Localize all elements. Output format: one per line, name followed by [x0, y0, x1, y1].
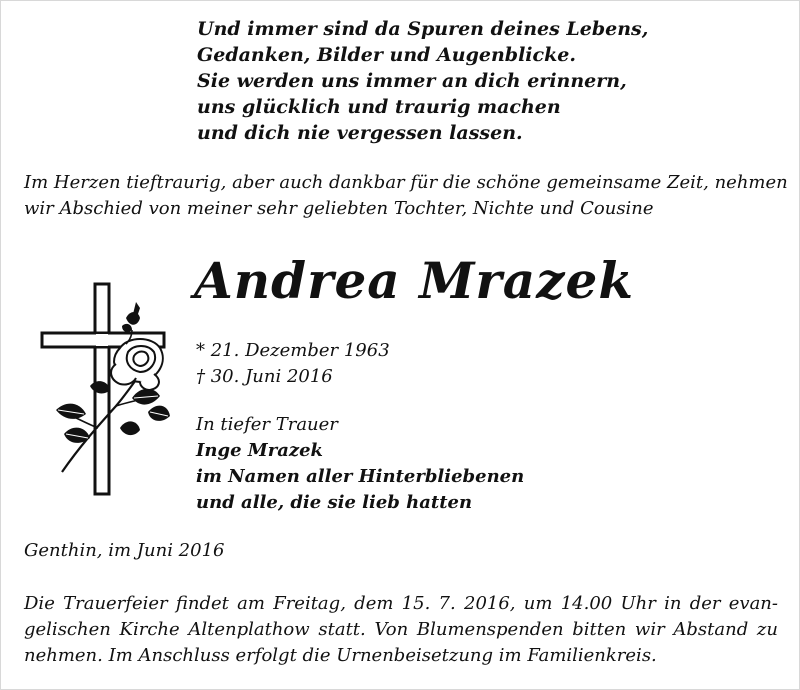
funeral-notice: [24, 591, 778, 669]
notice-line: gelischen Kirche Altenplathow statt. Von Blumenspenden bitten wir Abstand zu: [24, 619, 778, 640]
mourner-line: Inge Mrazek: [196, 440, 324, 461]
death-date: † 30. Juni 2016: [196, 366, 333, 387]
life-dates: [196, 338, 496, 390]
notice-line: Die Trauerfeier findet am Freitag, dem 15. 7. 2016, um 14.00 Uhr in der evan-: [24, 593, 778, 614]
mourners-block: [196, 412, 616, 516]
mourning-heading: In tiefer Trauer: [196, 414, 338, 435]
birth-date: * 21. Dezember 1963: [196, 340, 390, 361]
intro-line: wir Abschied von meiner sehr geliebten Tochter, Nichte und Cousine: [24, 198, 654, 219]
intro-line: Im Herzen tieftraurig, aber auch dankbar für die schöne gemeinsame Zeit, nehmen: [24, 172, 788, 193]
mourner-line: und alle, die sie lieb hatten: [196, 492, 473, 513]
farewell-intro: [24, 170, 788, 222]
mourner-line: im Namen aller Hinterbliebenen: [196, 466, 525, 487]
place-and-date: Genthin, im Juni 2016: [24, 540, 225, 561]
deceased-name: Andrea Mrazek: [194, 251, 635, 310]
poem-line: Sie werden uns immer an dich erinnern,: [197, 70, 627, 92]
notice-line: nehmen. Im Anschluss erfolgt die Urnenbeisetzung im Familienkreis.: [24, 645, 657, 666]
poem-line: uns glücklich und traurig machen: [197, 96, 561, 118]
poem-line: und dich nie vergessen lassen.: [197, 122, 523, 144]
poem-line: Und immer sind da Spuren deines Lebens,: [197, 18, 649, 40]
cross-with-rose-icon: [36, 278, 176, 500]
memorial-poem: [197, 16, 717, 146]
poem-line: Gedanken, Bilder und Augenblicke.: [197, 44, 576, 66]
